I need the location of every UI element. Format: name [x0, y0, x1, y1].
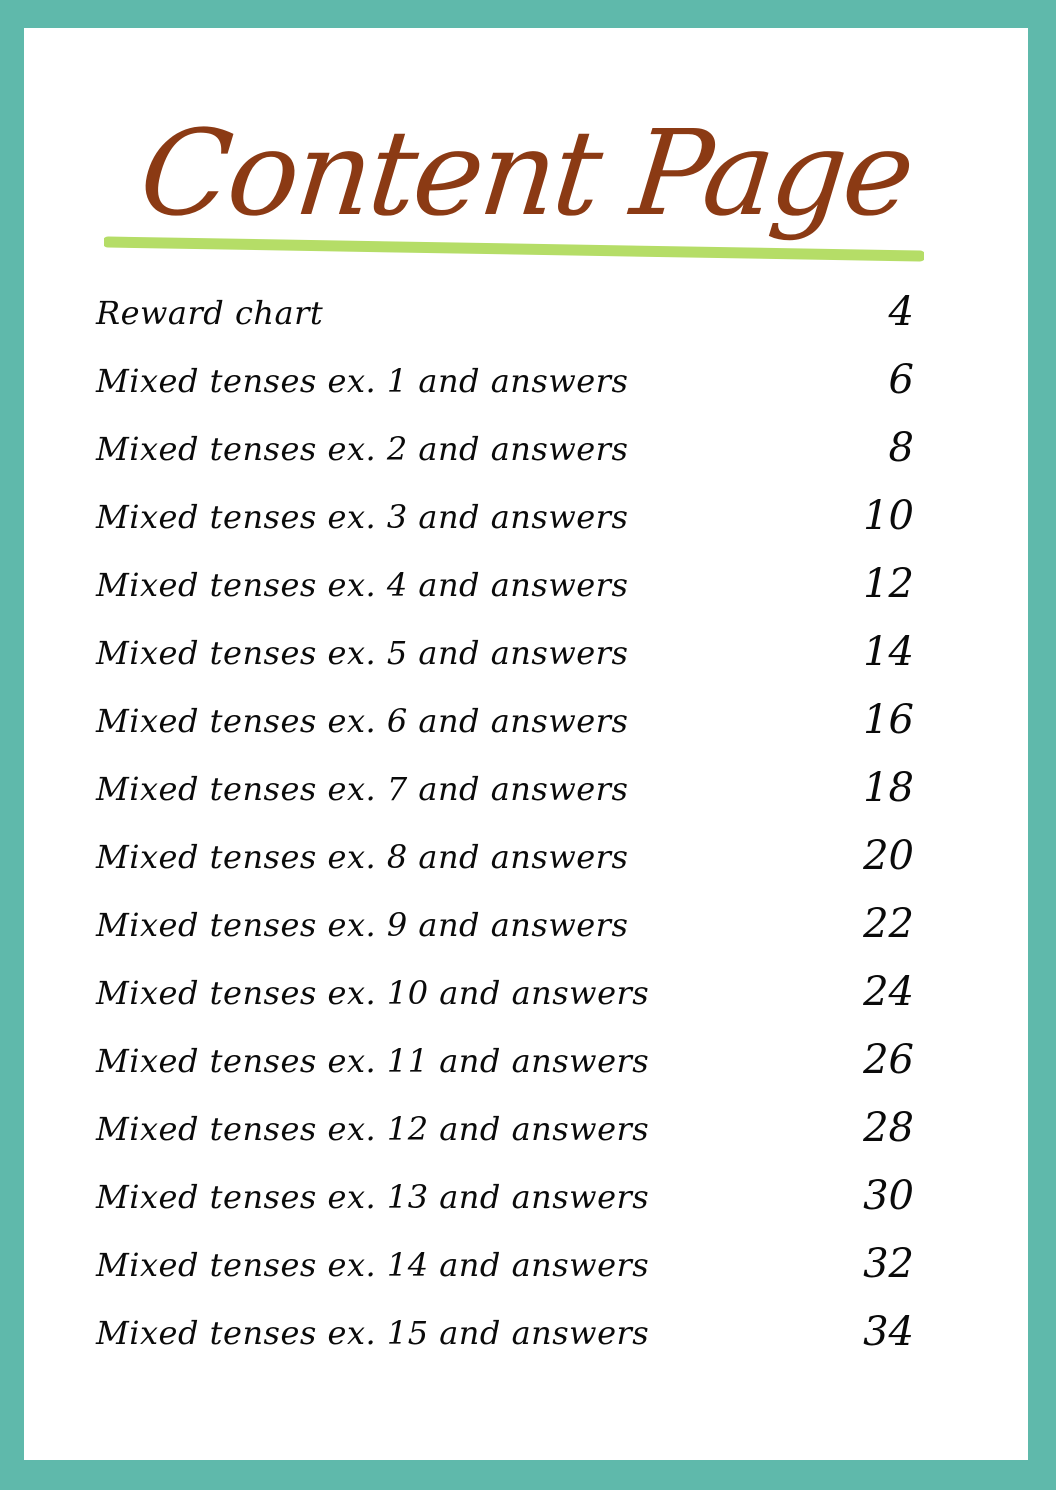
toc-entry-exercise-13[interactable] [96, 1168, 936, 1236]
toc-entry-exercise-11[interactable] [96, 1032, 936, 1100]
toc-entry-exercise-4[interactable] [96, 556, 936, 624]
toc-entry-exercise-12[interactable] [96, 1100, 936, 1168]
toc-entry-page-number: 12 [863, 561, 914, 607]
toc-entry-label: Mixed tenses ex. 4 and answers [96, 566, 629, 604]
title-underline [104, 230, 924, 270]
toc-entry-page-number: 32 [863, 1241, 914, 1287]
toc-entry-label: Mixed tenses ex. 11 and answers [96, 1042, 650, 1080]
toc-entry-exercise-7[interactable] [96, 760, 936, 828]
toc-entry-exercise-1[interactable] [96, 352, 936, 420]
toc-entry-label: Mixed tenses ex. 14 and answers [96, 1246, 650, 1284]
toc-entry-page-number: 8 [888, 425, 914, 471]
toc-entry-page-number: 6 [888, 357, 914, 403]
toc-entry-label: Mixed tenses ex. 3 and answers [96, 498, 629, 536]
toc-entry-page-number: 28 [863, 1105, 914, 1151]
toc-entry-label: Mixed tenses ex. 13 and answers [96, 1178, 650, 1216]
toc-entry-label: Mixed tenses ex. 6 and answers [96, 702, 629, 740]
toc-entry-label: Reward chart [96, 294, 324, 332]
toc-entry-page-number: 18 [863, 765, 914, 811]
toc-entry-label: Mixed tenses ex. 7 and answers [96, 770, 629, 808]
toc-entry-page-number: 16 [863, 697, 914, 743]
toc-entry-page-number: 30 [863, 1173, 914, 1219]
toc-entry-page-number: 20 [863, 833, 914, 879]
toc-entry-exercise-3[interactable] [96, 488, 936, 556]
toc-entry-exercise-8[interactable] [96, 828, 936, 896]
toc-entry-page-number: 14 [863, 629, 914, 675]
toc-entry-page-number: 10 [863, 493, 914, 539]
toc-entry-label: Mixed tenses ex. 15 and answers [96, 1314, 650, 1352]
toc-entry-exercise-6[interactable] [96, 692, 936, 760]
toc-entry-page-number: 26 [863, 1037, 914, 1083]
toc-entry-label: Mixed tenses ex. 1 and answers [96, 362, 629, 400]
toc-entry-page-number: 24 [863, 969, 914, 1015]
toc-entry-label: Mixed tenses ex. 8 and answers [96, 838, 629, 876]
toc-entry-exercise-2[interactable] [96, 420, 936, 488]
toc-entry-label: Mixed tenses ex. 9 and answers [96, 906, 629, 944]
content-page [24, 28, 1028, 1460]
toc-entry-exercise-15[interactable] [96, 1304, 936, 1372]
toc-entry-label: Mixed tenses ex. 10 and answers [96, 974, 650, 1012]
toc-entry-page-number: 22 [863, 901, 914, 947]
toc-entry-reward-chart[interactable] [96, 284, 936, 352]
toc-entry-exercise-10[interactable] [96, 964, 936, 1032]
toc-entry-label: Mixed tenses ex. 12 and answers [96, 1110, 650, 1148]
toc-entry-label: Mixed tenses ex. 5 and answers [96, 634, 629, 672]
toc-entry-page-number: 4 [888, 289, 914, 335]
table-of-contents [96, 284, 936, 1372]
toc-entry-page-number: 34 [863, 1309, 914, 1355]
page-title: Content Page [134, 104, 918, 242]
toc-entry-label: Mixed tenses ex. 2 and answers [96, 430, 629, 468]
toc-entry-exercise-9[interactable] [96, 896, 936, 964]
toc-entry-exercise-14[interactable] [96, 1236, 936, 1304]
toc-entry-exercise-5[interactable] [96, 624, 936, 692]
